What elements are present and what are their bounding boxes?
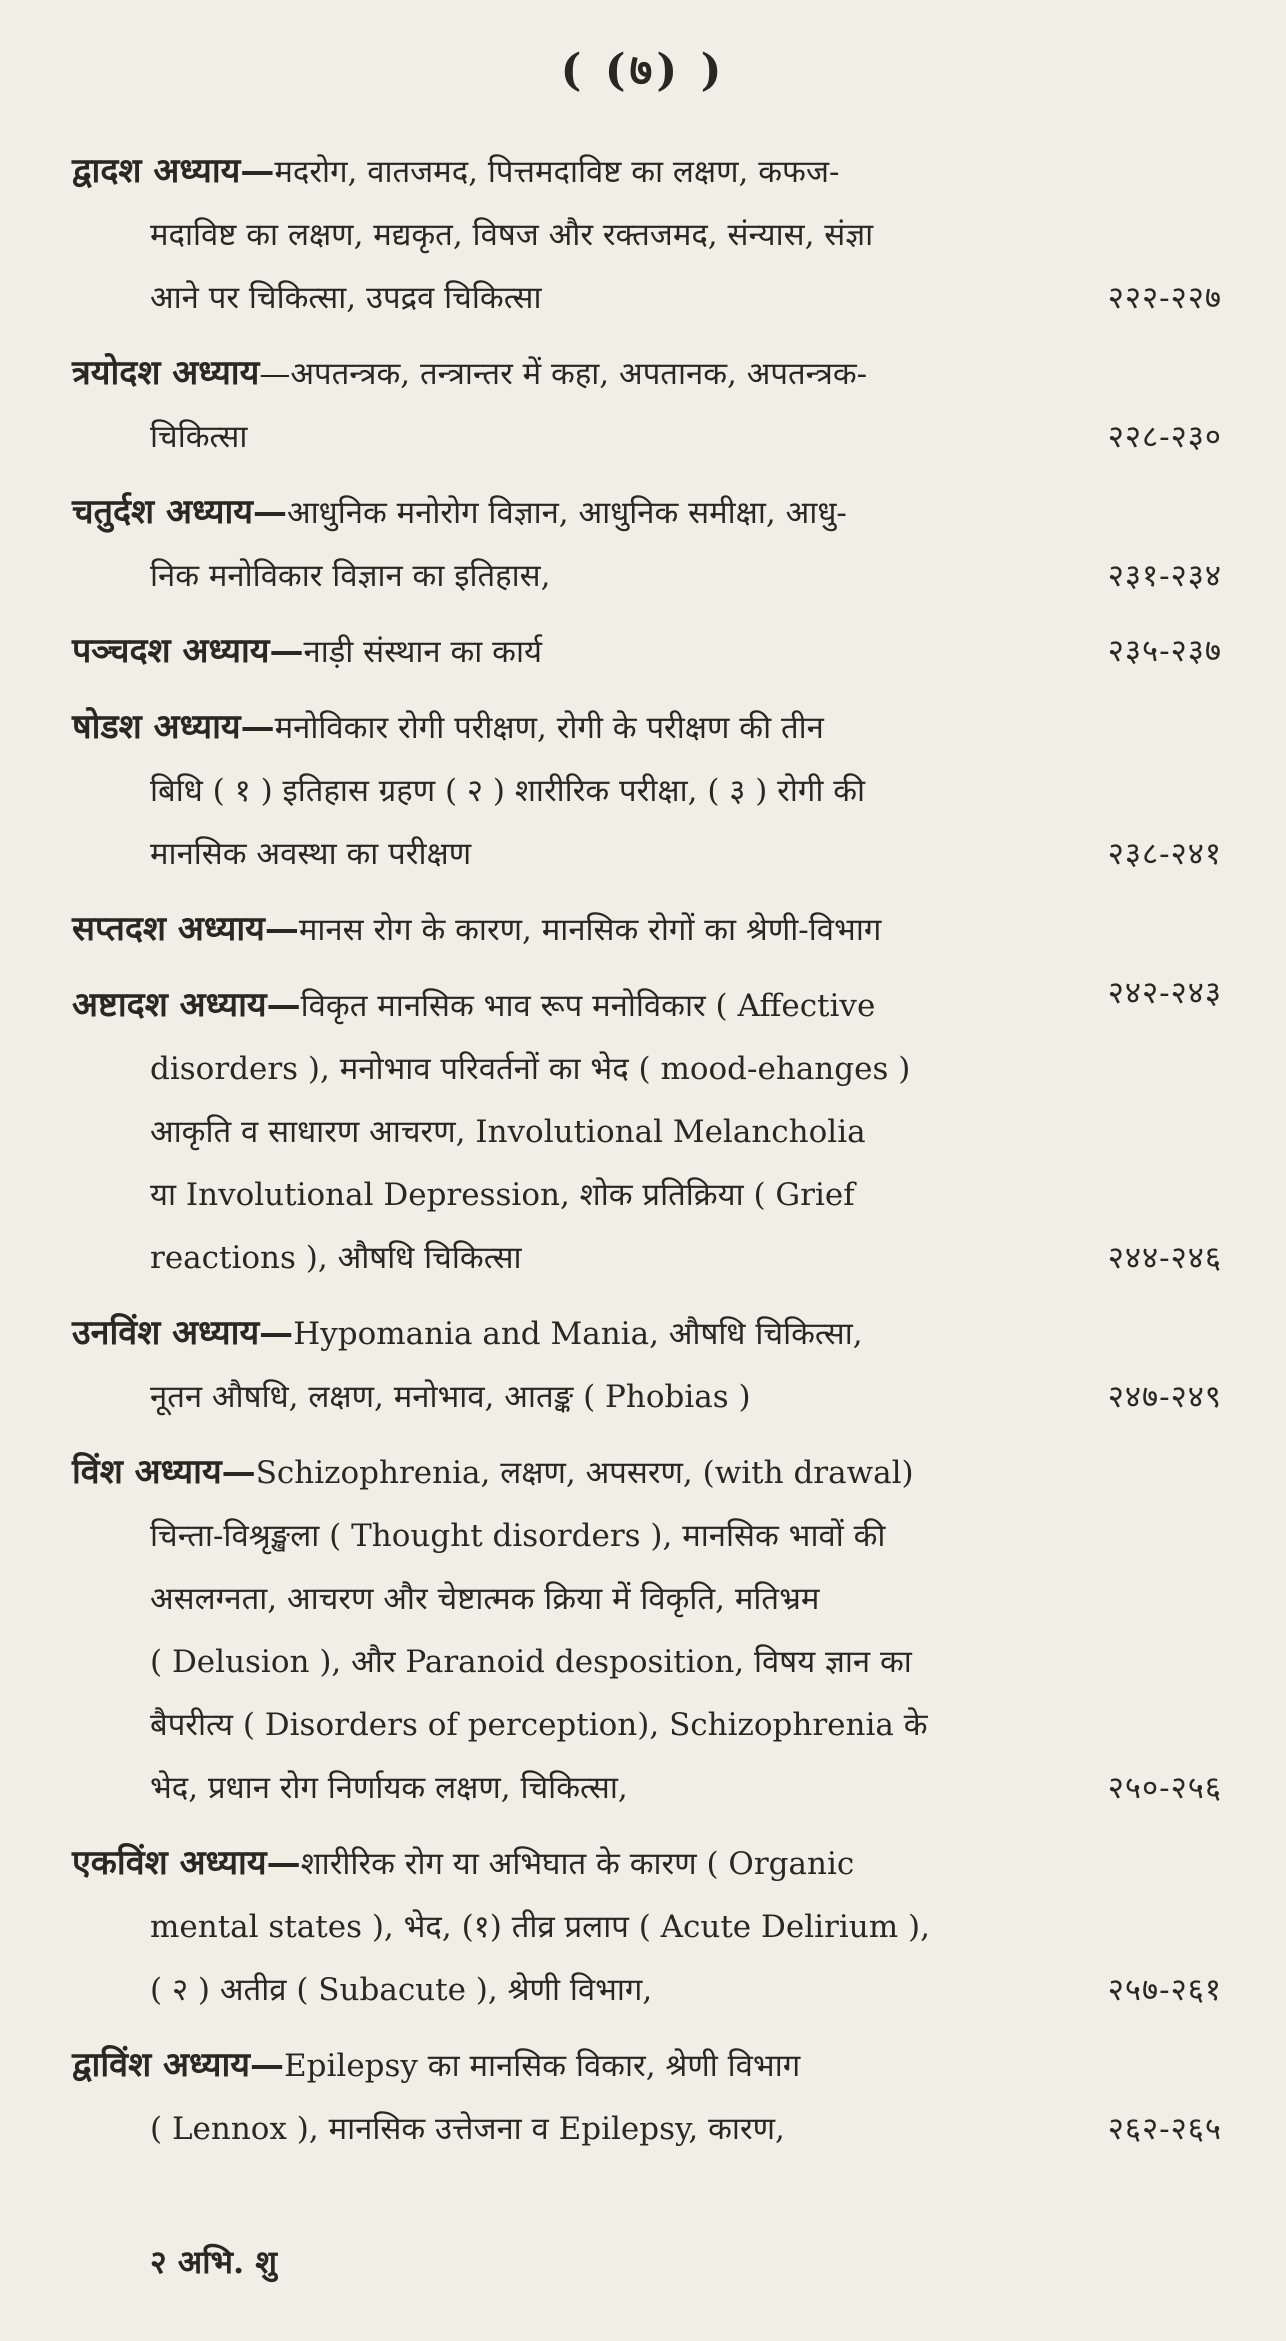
page-range: २४२-२४३ <box>1107 975 1222 1011</box>
toc-entry-line <box>72 1101 1222 1164</box>
page-range: २४७-२४९ <box>1107 1379 1222 1415</box>
toc-entry-line <box>72 204 1222 267</box>
chapter-topics: चिन्ता-विश्रृङ्खला ( Thought disorders ), मानसिक भावों की <box>150 1518 886 1554</box>
page-range: २२२-२२७ <box>1107 280 1222 316</box>
toc-entry-line <box>72 696 1222 760</box>
chapter-topics: Schizophrenia, लक्षण, अपसरण, (with drawal) <box>255 1455 914 1491</box>
toc-entry <box>72 1302 1222 1429</box>
toc-entry-line <box>72 342 1222 406</box>
chapter-topics: निक मनोविकार विज्ञान का इतिहास, <box>150 558 551 594</box>
toc-entry-line <box>72 545 1222 608</box>
chapter-topics: मदाविष्ट का लक्षण, मद्यकृत, विषज और रक्तजमद, संन्यास, संज्ञा <box>150 217 874 253</box>
toc-entry-line <box>72 1694 1222 1757</box>
toc-entry-line <box>72 1227 1222 1290</box>
toc-entry <box>72 481 1222 608</box>
toc-entry-line <box>72 620 1222 684</box>
toc-entry-line <box>72 1038 1222 1101</box>
toc-entry-line <box>72 267 1222 330</box>
chapter-topics: Epilepsy का मानसिक विकार, श्रेणी विभाग <box>284 2048 801 2084</box>
toc-entry-line <box>72 1757 1222 1820</box>
chapter-topics: शारीरिक रोग या अभिघात के कारण ( Organic <box>300 1846 855 1882</box>
chapter-topics: ( Delusion ), और Paranoid desposition, विषय ज्ञान का <box>150 1644 912 1680</box>
toc-entry <box>72 696 1222 886</box>
chapter-topics: —अपतन्त्रक, तन्त्रान्तर में कहा, अपतानक, अपतन्त्रक- <box>259 356 868 392</box>
page-range: २२८-२३० <box>1107 419 1222 455</box>
toc-entry-line <box>72 1366 1222 1429</box>
chapter-topics: मानसिक अवस्था का परीक्षण <box>150 836 472 872</box>
toc-entry-line <box>72 140 1222 204</box>
toc-entry-line <box>72 481 1222 545</box>
chapter-heading: द्वादश अध्याय— <box>72 151 275 191</box>
chapter-heading: सप्तदश अध्याय— <box>72 909 299 949</box>
table-of-contents <box>72 140 1222 2173</box>
chapter-topics: भेद, प्रधान रोग निर्णायक लक्षण, चिकित्सा, <box>150 1770 628 1806</box>
toc-entry-line <box>72 898 1222 962</box>
chapter-heading: पञ्चदश अध्याय— <box>72 631 304 671</box>
page-range: २५७-२६१ <box>1107 1972 1222 2008</box>
chapter-topics: आकृति व साधारण आचरण, Involutional Melancholia <box>150 1114 866 1150</box>
toc-entry <box>72 620 1222 684</box>
toc-entry-line <box>72 1959 1222 2022</box>
chapter-topics: बैपरीत्य ( Disorders of perception), Schizophrenia के <box>150 1707 928 1743</box>
toc-entry-line <box>72 2034 1222 2098</box>
chapter-topics: चिकित्सा <box>150 419 248 455</box>
chapter-topics: आधुनिक मनोरोग विज्ञान, आधुनिक समीक्षा, आधु- <box>287 495 847 531</box>
toc-entry-line <box>72 2098 1222 2161</box>
chapter-topics: ( २ ) अतीव्र ( Subacute ), श्रेणी विभाग, <box>150 1972 653 2008</box>
chapter-topics: बिधि ( १ ) इतिहास ग्रहण ( २ ) शारीरिक परीक्षा, ( ३ ) रोगी की <box>150 773 866 809</box>
signature-mark: २ अभि. शु <box>150 2243 278 2281</box>
toc-entry-line <box>72 1631 1222 1694</box>
toc-entry <box>72 2034 1222 2161</box>
chapter-heading: द्वाविंश अध्याय— <box>72 2045 285 2085</box>
toc-entry <box>72 140 1222 330</box>
chapter-heading: षोडश अध्याय— <box>72 707 275 747</box>
toc-entry-line <box>72 823 1222 886</box>
chapter-topics: मनोविकार रोगी परीक्षण, रोगी के परीक्षण की तीन <box>274 710 824 746</box>
page-range: २३१-२३४ <box>1107 558 1222 594</box>
chapter-heading: त्रयोदश अध्याय <box>72 353 260 393</box>
toc-entry <box>72 342 1222 469</box>
page-range: २४४-२४६ <box>1107 1240 1222 1276</box>
toc-entry-line <box>72 1302 1222 1366</box>
toc-entry-line <box>72 760 1222 823</box>
chapter-topics: disorders ), मनोभाव परिवर्तनों का भेद ( mood-ehanges ) <box>150 1051 911 1087</box>
chapter-topics: मदरोग, वातजमद, पित्तमदाविष्ट का लक्षण, कफज- <box>274 154 840 190</box>
toc-entry-line <box>72 1164 1222 1227</box>
toc-entry <box>72 974 1222 1290</box>
chapter-heading: उनविंश अध्याय— <box>72 1313 294 1353</box>
toc-entry-line <box>72 1896 1222 1959</box>
chapter-topics: या Involutional Depression, शोक प्रतिक्रिया ( Grief <box>150 1177 855 1213</box>
chapter-heading: एकविंश अध्याय— <box>72 1843 301 1883</box>
chapter-topics: आने पर चिकित्सा, उपद्रव चिकित्सा <box>150 280 542 316</box>
chapter-topics: असलग्नता, आचरण और चेष्टात्मक क्रिया में विकृति, मतिभ्रम <box>150 1581 820 1617</box>
toc-entry-line <box>72 1832 1222 1896</box>
toc-entry-line <box>72 1505 1222 1568</box>
page-range: २५०-२५६ <box>1107 1770 1222 1806</box>
page-number: ( (७) ) <box>560 45 726 96</box>
chapter-topics: विकृत मानसिक भाव रूप मनोविकार ( Affective <box>300 988 876 1024</box>
chapter-topics: Hypomania and Mania, औषधि चिकित्सा, <box>293 1316 863 1352</box>
toc-entry-line <box>72 974 1222 1038</box>
toc-entry <box>72 1832 1222 2022</box>
chapter-topics: मानस रोग के कारण, मानसिक रोगों का श्रेणी-विभाग <box>298 912 882 948</box>
chapter-heading: विंश अध्याय— <box>72 1452 256 1492</box>
chapter-topics: reactions ), औषधि चिकित्सा <box>150 1240 522 1276</box>
page-range: २३८-२४१ <box>1107 836 1222 872</box>
chapter-topics: नूतन औषधि, लक्षण, मनोभाव, आतङ्क ( Phobias ) <box>150 1379 751 1415</box>
toc-entry-line <box>72 1441 1222 1505</box>
toc-entry-line <box>72 406 1222 469</box>
toc-entry <box>72 1441 1222 1820</box>
toc-entry-line <box>72 1568 1222 1631</box>
chapter-heading: अष्टादश अध्याय— <box>72 985 301 1025</box>
chapter-heading: चतुर्दश अध्याय— <box>72 492 287 532</box>
page-range: २६२-२६५ <box>1107 2111 1222 2147</box>
chapter-topics: ( Lennox ), मानसिक उत्तेजना व Epilepsy, कारण, <box>150 2111 785 2147</box>
chapter-topics: mental states ), भेद, (१) तीव्र प्रलाप ( Acute Delirium ), <box>150 1909 930 1945</box>
chapter-topics: नाड़ी संस्थान का कार्य <box>303 634 542 670</box>
page-range: २३५-२३७ <box>1107 633 1222 669</box>
